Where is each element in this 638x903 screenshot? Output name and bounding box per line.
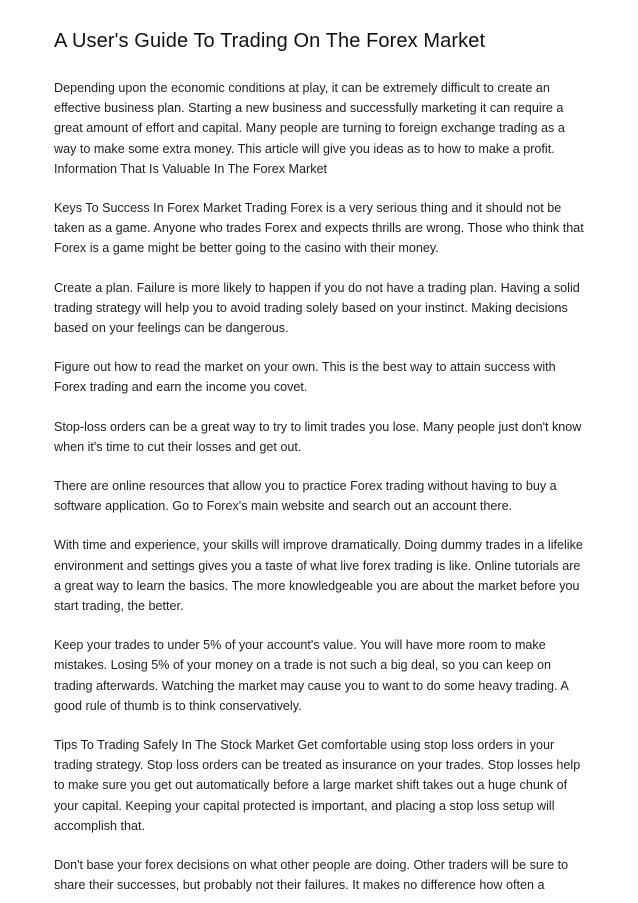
paragraph-text: Depending upon the economic conditions at play, it can be extremely difficult to create an effective business plan. Starting a new business and successfully marketing it can require a great amount of effort and capital. Many people are turning to foreign exchange trading as a way to make some extra money. This article will give you ideas as to how to make a profit. bbox=[54, 81, 565, 156]
body-paragraph bbox=[54, 357, 588, 397]
body-paragraph bbox=[54, 278, 588, 339]
paragraph-text: With time and experience, your skills will improve dramatically. Doing dummy trades in a lifelike environment and settings gives you a taste of what live forex trading is like. Online tutorials are a great way to learn the basics. The more knowledgeable you are about the market before you start trading, the better. bbox=[54, 538, 583, 614]
body-paragraph bbox=[54, 635, 588, 716]
paragraph-text: Create a plan. Failure is more likely to happen if you do not have a trading plan. Having a solid trading strategy will help you to avoid trading solely based on your instinct. Making decisions based on your feelings can be dangerous. bbox=[54, 280, 580, 336]
body-paragraph bbox=[54, 735, 588, 836]
paragraph-text: Don't base your forex decisions on what other people are doing. Other traders will be sure to share their successes, but probably not their failures. It makes no difference how often a bbox=[54, 858, 569, 893]
paragraph-text: Information That Is Valuable In The Forex Market bbox=[54, 161, 327, 176]
paragraph-text: Keep your trades to under 5% of your account's value. You will have more room to make mistakes. Losing 5% of your money on a trade is not such a big deal, so you can keep on trading afterwards. Watching the market may cause you to want to do some heavy trading. A good rule of thumb is to think conservatively. bbox=[54, 638, 569, 713]
body-paragraph bbox=[54, 476, 588, 516]
paragraph-text: Tips To Trading Safely In The Stock Market Get comfortable using stop loss orders in your trading strategy. Stop loss orders can be treated as insurance on your trades. Stop losses help to make sure you get out automatically before a large market shift takes out a huge chunk of your capital. Keeping your capital protected is important, and placing a stop loss setup will accomplish that. bbox=[54, 738, 581, 833]
body-paragraph bbox=[54, 855, 588, 895]
paragraph-text: Figure out how to read the market on your own. This is the best way to attain success with Forex trading and earn the income you covet. bbox=[54, 360, 556, 395]
body-paragraph bbox=[54, 417, 588, 457]
body-paragraph bbox=[54, 535, 588, 616]
paragraph-text: Keys To Success In Forex Market Trading Forex is a very serious thing and it should not be taken as a game. Anyone who trades Forex and expects thrills are wrong. Those who think that Forex is a game might be better going to the casino with their money. bbox=[54, 201, 584, 256]
body-paragraph bbox=[54, 198, 588, 259]
paragraph-text: Stop-loss orders can be a great way to try to limit trades you lose. Many people just don't know when it's time to cut their losses and get out. bbox=[54, 419, 582, 454]
body-paragraph bbox=[54, 78, 588, 179]
document-title: A User's Guide To Trading On The Forex Market bbox=[54, 30, 486, 52]
document-body bbox=[54, 78, 588, 896]
paragraph-text: There are online resources that allow you to practice Forex trading without having to buy a software application. Go to Forex's main website and search out an account there. bbox=[54, 479, 557, 514]
